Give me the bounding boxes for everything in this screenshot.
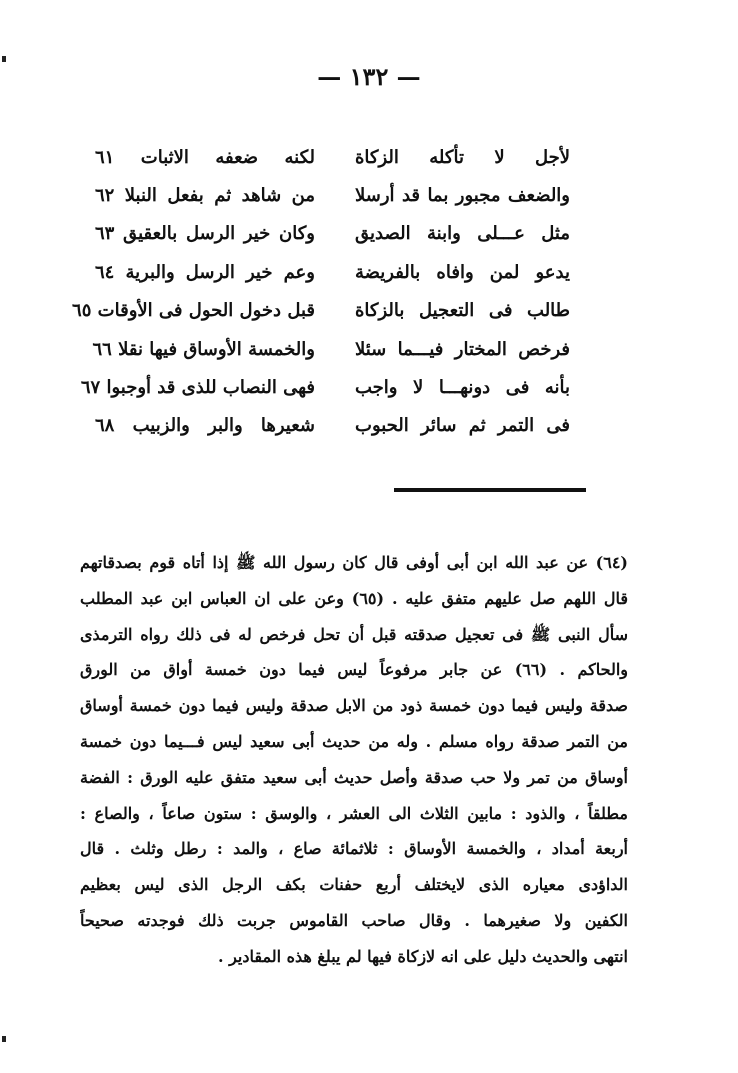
margin-speck <box>2 1036 6 1042</box>
verse-row <box>95 253 570 291</box>
note-line: (٦٤) عن عبد الله ابن أبى أوفى قال كان رسول الله ﷺ إذا أتاه قوم بصدقاتهم <box>80 553 628 572</box>
verse-second-hemistich: والخمسة الأوساق فيها نقلا ٦٦ <box>92 338 315 360</box>
note-line: أوساق من تمر ولا حب صدقة وأصل حديث أبى سعيد متفق عليه الورق : الفضة <box>80 767 628 787</box>
verse-first-hemistich: مثل عـــلى وابنة الصديق <box>355 223 570 245</box>
note-line: قال اللهم صل عليهم متفق عليه . (٦٥) وعن على ان العباس ابن عبد المطلب <box>80 588 628 608</box>
note-line: صدقة وليس فيما دون خمسة ذود من الابل صدقة وليس فيما دون خمسة أوساق <box>80 696 628 716</box>
verse-first-hemistich: بأنه فى دونهـــا لا واجب <box>355 377 570 399</box>
note-line: سأل النبى ﷺ فى تعجيل صدقته قبل أن تحل فرخص له فى ذلك رواه الترمذى <box>80 624 628 644</box>
verse-first-hemistich: لأجل لا تأكله الزكاة <box>355 146 570 168</box>
note-line: انتهى والحديث دليل على انه لازكاة فيها لم يبلغ هذه المقادير . <box>217 946 628 966</box>
poem-verses <box>72 138 570 445</box>
verse-row <box>95 138 570 176</box>
note-line: مطلقاً ، والذود : مابين الثلاث الى العشر ، والوسق : ستون صاعاً ، والصاع : <box>80 803 628 823</box>
verse-first-hemistich: فرخص المختار فيـــما سئلا <box>355 338 570 360</box>
verse-row <box>80 368 570 406</box>
verse-first-hemistich: طالب فى التعجيل بالزكاة <box>355 300 570 322</box>
margin-speck <box>2 56 6 62</box>
verse-second-hemistich: لكنه ضعفه الاثبات ٦١ <box>95 146 315 168</box>
verse-first-hemistich: يدعو لمن وافاه بالفريضة <box>355 261 570 283</box>
note-line: أربعة أمداد ، والخمسة الأوساق : ثلاثمائة صاع ، والمد : رطل وثلث . قال <box>80 839 628 859</box>
verse-second-hemistich: وكان خير الرسل بالعقيق ٦٣ <box>95 223 315 245</box>
verse-first-hemistich: والضعف مجبور بما قد أرسلا <box>355 185 570 207</box>
verse-row <box>95 176 570 214</box>
note-line: الداؤدى معياره الذى لايختلف أربع حفنات بكف الرجل الذى ليس بعظيم <box>80 875 628 895</box>
verse-row <box>72 292 570 330</box>
verse-first-hemistich: فى التمر ثم سائر الحبوب <box>355 415 570 437</box>
note-line: الكفين ولا صغيرهما . وقال صاحب القاموس جربت ذلك فوجدته صحيحاً <box>80 910 628 930</box>
note-line: والحاكم . (٦٦) عن جابر مرفوعاً ليس فيما دون خمسة أواق من الورق <box>80 660 628 680</box>
verse-second-hemistich: وعم خير الرسل والبرية ٦٤ <box>95 261 315 283</box>
page-number: — ١٣٢ — <box>317 62 421 91</box>
verse-second-hemistich: من شاهد ثم بفعل النبلا ٦٢ <box>95 185 315 207</box>
verse-row <box>95 407 570 445</box>
verse-row <box>92 330 570 368</box>
verse-second-hemistich: شعيرها والبر والزبيب ٦٨ <box>95 415 315 437</box>
verse-second-hemistich: قبل دخول الحول فى الأوقات ٦٥ <box>72 300 315 322</box>
section-divider <box>394 488 586 492</box>
note-line: من التمر صدقة رواه مسلم . وله من حديث أبى سعيد ليس فـــيما دون خمسة <box>80 731 628 751</box>
verse-row <box>95 215 570 253</box>
verse-second-hemistich: فهى النصاب للذى قد أوجبوا ٦٧ <box>80 377 315 399</box>
commentary-notes <box>80 545 628 975</box>
